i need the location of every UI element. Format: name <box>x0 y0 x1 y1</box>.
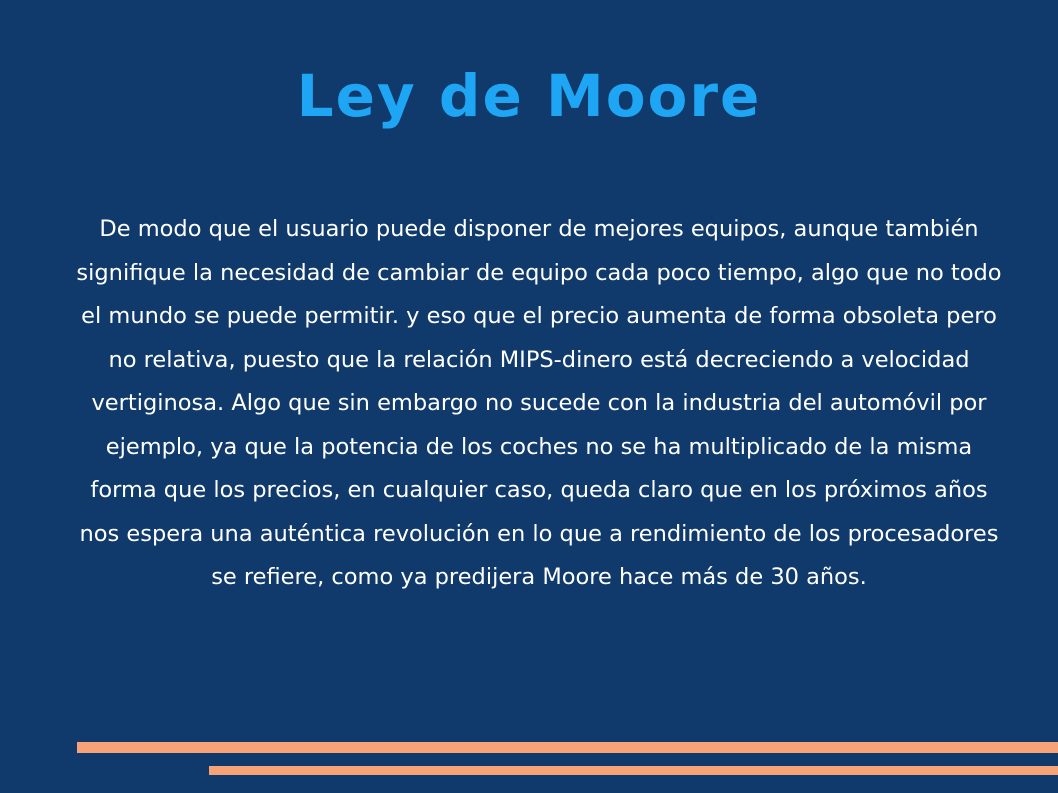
decorative-bar-top <box>77 742 1058 753</box>
slide-body-text: De modo que el usuario puede disponer de mejores equipos, aunque también signifique la necesidad de cambiar de equipo cada poco tiempo, algo que no todo el mundo se puede permitir. y eso que el precio aumenta de forma obsoleta pero no relativa, puesto que la relación MIPS-dinero está decreciendo a velocidad vertiginosa. Algo que sin embargo no sucede con la industria del automóvil por ejemplo, ya que la potencia de los coches no se ha multiplicado de la misma forma que los precios, en cualquier caso, queda claro que en los próximos años nos espera una auténtica revolución en lo que a rendimiento de los procesadores se refiere, como ya predijera Moore hace más de 30 años. <box>76 216 1002 590</box>
decorative-bar-bottom <box>209 766 1058 775</box>
slide-title: Ley de Moore <box>296 62 762 130</box>
